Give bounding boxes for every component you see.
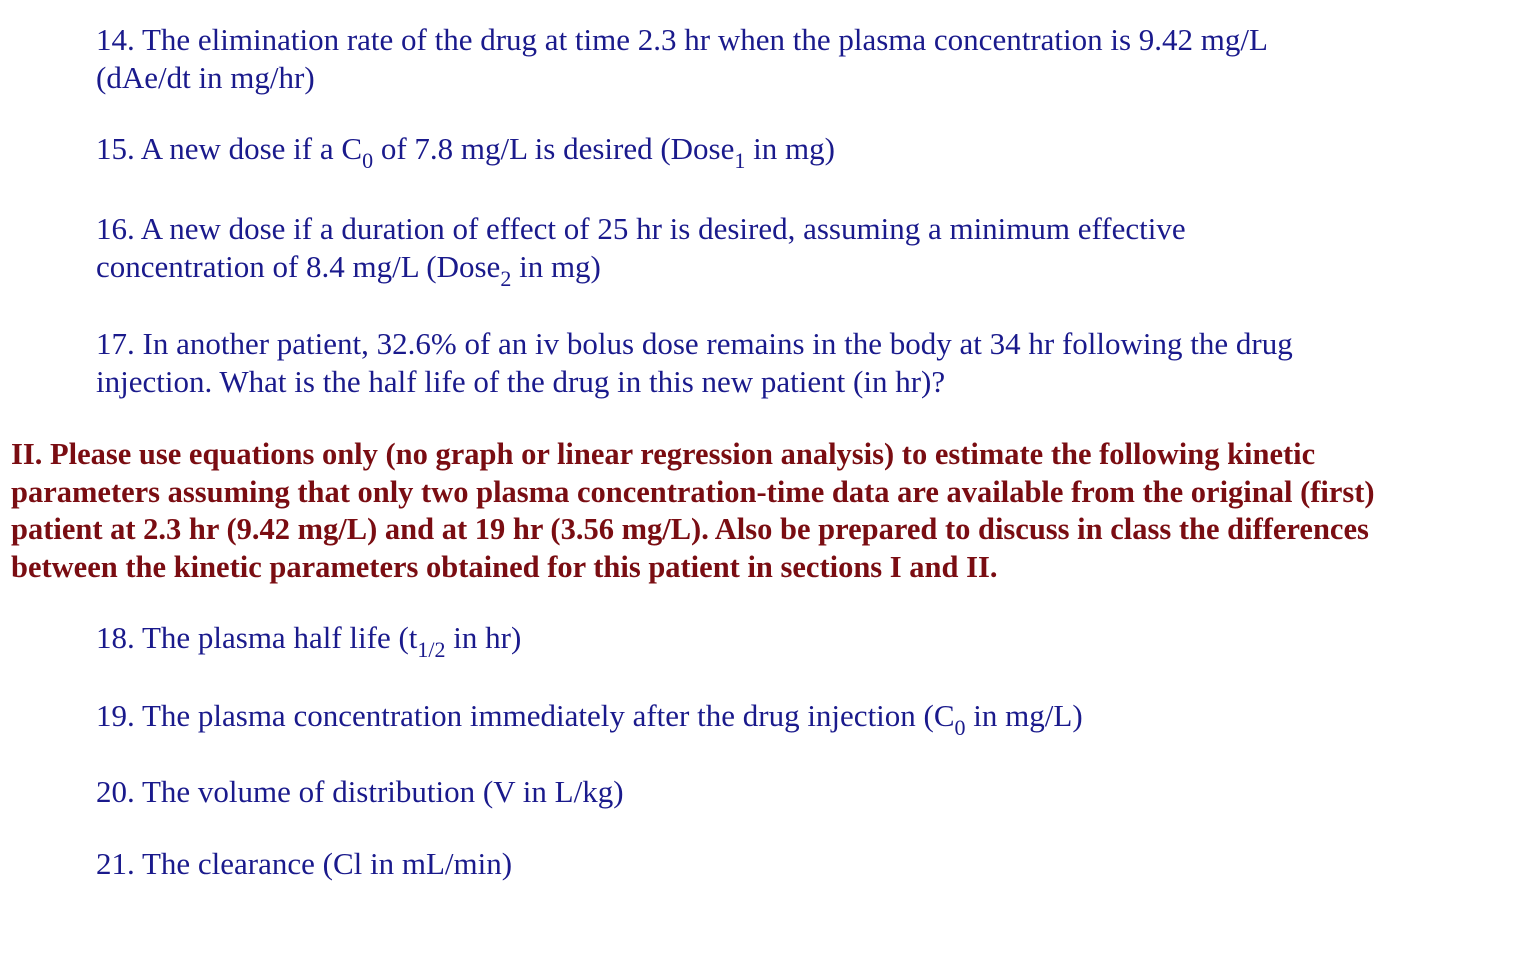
- question-16-line-1: 16. A new dose if a duration of effect of 25 hr is desired, assuming a minimum effective: [96, 211, 1186, 246]
- question-15-subscript-dose1: 1: [734, 148, 746, 173]
- question-17-line-2: injection. What is the half life of the drug in this new patient (in hr)?: [96, 364, 946, 399]
- question-18-text-post: in hr): [445, 620, 522, 655]
- question-15-text-post: in mg): [745, 131, 835, 166]
- question-20-line: 20. The volume of distribution (V in L/kg): [96, 774, 624, 809]
- section-ii-line-1: II. Please use equations only (no graph or linear regression analysis) to estimate the following kinetic: [11, 437, 1316, 471]
- question-16-line-2: [96, 248, 1496, 289]
- section-ii-line-2: parameters assuming that only two plasma concentration-time data are available from the original (first): [11, 474, 1375, 509]
- question-20: [96, 773, 1496, 811]
- question-15-line: [96, 130, 1496, 171]
- section-ii-line-4: between the kinetic parameters obtained for this patient in sections I and II.: [11, 549, 998, 584]
- question-15: [96, 130, 1496, 171]
- question-17: [96, 325, 1496, 401]
- question-16-text-pre: concentration of 8.4 mg/L (Dose: [96, 249, 501, 284]
- question-14-line-2: (dAe/dt in mg/hr): [96, 60, 315, 95]
- question-14-line-1: 14. The elimination rate of the drug at time 2.3 hr when the plasma concentration is 9.42 mg/L: [96, 22, 1268, 57]
- question-18-subscript-half: 1/2: [417, 637, 446, 662]
- question-15-text-pre: 15. A new dose if a C: [96, 131, 363, 166]
- question-17-line-1: 17. In another patient, 32.6% of an iv bolus dose remains in the body at 34 hr following the drug: [96, 326, 1293, 361]
- question-15-subscript-c0: 0: [362, 148, 374, 173]
- question-18-line: [96, 619, 1496, 660]
- question-21: [96, 845, 1496, 883]
- question-19: [96, 697, 1496, 738]
- question-16: [96, 210, 1496, 289]
- question-19-subscript-c0: 0: [954, 715, 966, 740]
- question-18-text-pre: 18. The plasma half life (t: [96, 620, 418, 655]
- question-16-text-post: in mg): [511, 249, 601, 284]
- question-19-text-post: in mg/L): [965, 698, 1083, 733]
- question-14: [96, 21, 1496, 97]
- question-19-line: [96, 697, 1496, 738]
- question-16-subscript-dose2: 2: [500, 266, 512, 291]
- question-18: [96, 619, 1496, 660]
- question-21-line: 21. The clearance (Cl in mL/min): [96, 846, 513, 881]
- section-ii-instructions: [11, 436, 1526, 586]
- question-19-text-pre: 19. The plasma concentration immediately after the drug injection (C: [96, 698, 955, 733]
- question-15-text-mid: of 7.8 mg/L is desired (Dose: [373, 131, 735, 166]
- section-ii-line-3: patient at 2.3 hr (9.42 mg/L) and at 19 hr (3.56 mg/L). Also be prepared to discuss in class the differences: [11, 512, 1369, 546]
